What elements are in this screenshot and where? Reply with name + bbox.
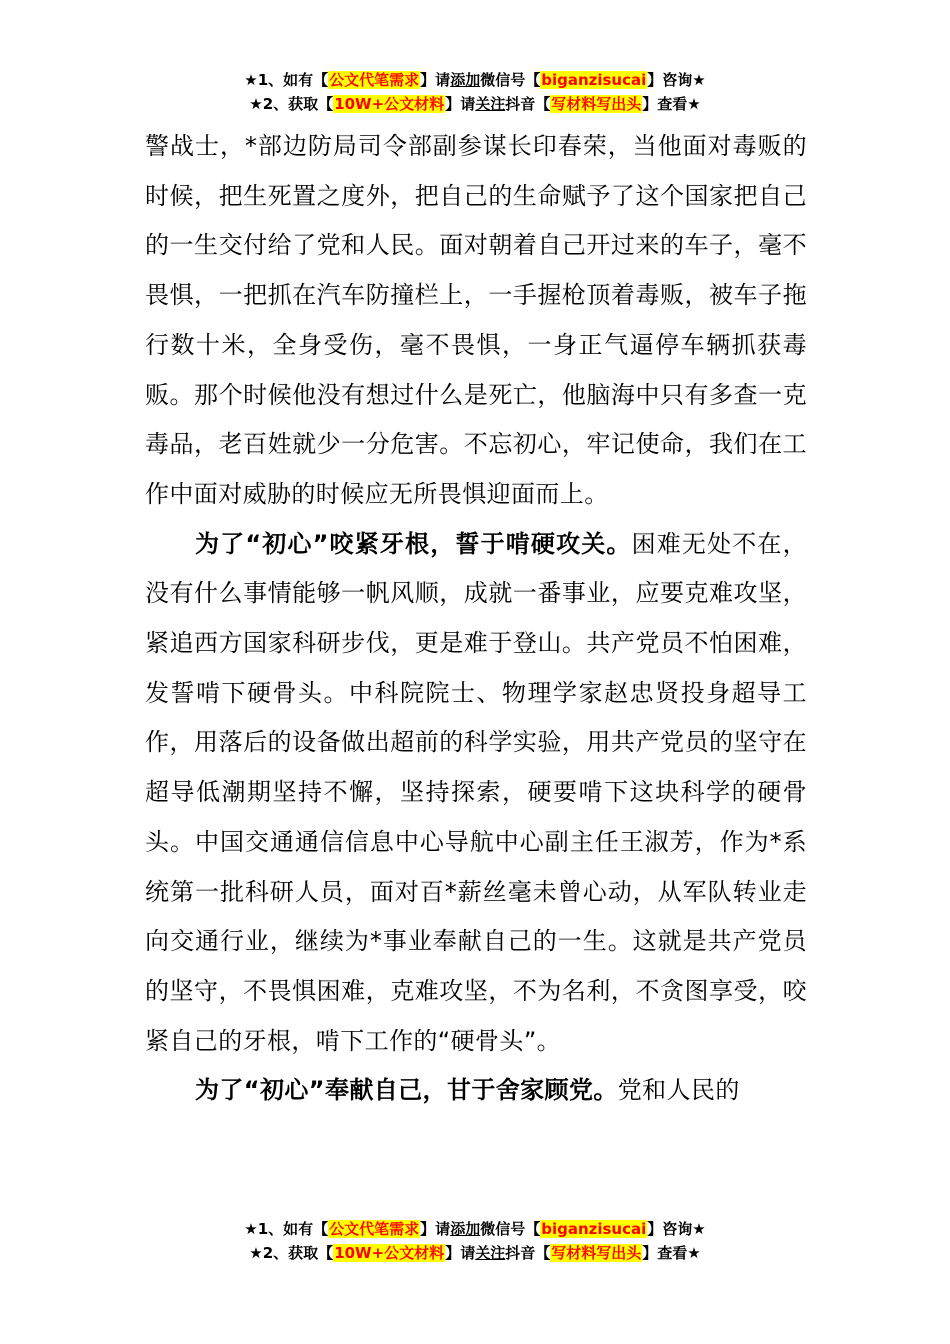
footer-banner-line-1 bbox=[0, 1217, 950, 1241]
footer-banner bbox=[0, 1217, 950, 1265]
banner-highlight-wechat-id: biganzisucai bbox=[541, 71, 647, 89]
header-banner-line-1 bbox=[0, 68, 950, 92]
banner-highlight-materials: 10W+公文材料 bbox=[334, 1244, 445, 1262]
header-banner-line-2 bbox=[0, 92, 950, 116]
banner-highlight-douyin-account: 写材料写出头 bbox=[551, 1244, 642, 1262]
banner-text: 】请 bbox=[420, 1220, 451, 1238]
banner-highlight-service: 公文代笔需求 bbox=[329, 71, 420, 89]
paragraph-heading: 为了“初心”咬紧牙根，誓于啃硬攻关。 bbox=[195, 529, 632, 558]
banner-text: 】请 bbox=[420, 71, 451, 89]
banner-text: 】查看★ bbox=[642, 1244, 701, 1262]
paragraph-text: 警战士，*部边防局司令部副参谋长印春荣，当他面对毒贩的时候，把生死置之度外，把自己的生命赋予了这个国家把自己的一生交付给了党和人民。面对朝着自己开过来的车子，毫不畏惧，一把抓在汽车防撞栏上，一手握枪顶着毒贩，被车子拖行数十米，全身受伤，毫不畏惧，一身正气逼停车辆抓获毒贩。那个时候他没有想过什么是死亡，他脑海中只有多查一克毒品，老百姓就少一分危害。不忘初心，牢记使命，我们在工作中面对威胁的时候应无所畏惧迎面而上。 bbox=[145, 132, 807, 508]
banner-text: ★2、获取【 bbox=[249, 95, 334, 113]
document-body bbox=[145, 122, 807, 1116]
paragraph-text: 困难无处不在，没有什么事情能够一帆风顺，成就一番事业，应要克难攻坚，紧追西方国家科研步伐，更是难于登山。共产党员不怕困难，发誓啃下硬骨头。中科院院士、物理学家赵忠贤投身超导工作，用落后的设备做出超前的科学实验，用共产党员的坚守在超导低潮期坚持不懈，坚持探索，硬要啃下这块科学的硬骨头。中国交通通信信息中心导航中心副主任王淑芳，作为*系统第一批科研人员，面对百*薪丝毫未曾心动，从军队转业走向交通行业，继续为*事业奉献自己的一生。这就是共产党员的坚守，不畏惧困难，克难攻坚，不为名利，不贪图享受，咬紧自己的牙根，啃下工作的“硬骨头”。 bbox=[145, 529, 807, 1055]
banner-underlined-text: 关注 bbox=[475, 95, 506, 113]
banner-text: 】请 bbox=[445, 95, 476, 113]
banner-text: 微信号【 bbox=[480, 1220, 541, 1238]
banner-text: 】查看★ bbox=[642, 95, 701, 113]
banner-highlight-wechat-id: biganzisucai bbox=[541, 1220, 647, 1238]
header-banner bbox=[0, 68, 950, 116]
banner-underlined-text: 关注 bbox=[475, 1244, 506, 1262]
footer-banner-line-2 bbox=[0, 1241, 950, 1265]
banner-text: ★1、如有【 bbox=[244, 1220, 329, 1238]
banner-text: 】咨询★ bbox=[647, 71, 706, 89]
banner-underlined-text: 添加 bbox=[450, 71, 481, 89]
banner-highlight-materials: 10W+公文材料 bbox=[334, 95, 445, 113]
banner-text: 抖音【 bbox=[505, 1244, 551, 1262]
paragraph bbox=[145, 1066, 807, 1116]
banner-text: ★2、获取【 bbox=[249, 1244, 334, 1262]
banner-highlight-douyin-account: 写材料写出头 bbox=[551, 95, 642, 113]
banner-text: 微信号【 bbox=[480, 71, 541, 89]
paragraph-heading: 为了“初心”奉献自己，甘于舍家顾党。 bbox=[195, 1076, 618, 1105]
banner-text: 】请 bbox=[445, 1244, 476, 1262]
banner-underlined-text: 添加 bbox=[450, 1220, 481, 1238]
paragraph-text: 党和人民的 bbox=[617, 1076, 740, 1105]
paragraph bbox=[145, 122, 807, 520]
banner-text: 抖音【 bbox=[505, 95, 551, 113]
paragraph bbox=[145, 520, 807, 1067]
banner-text: ★1、如有【 bbox=[244, 71, 329, 89]
banner-highlight-service: 公文代笔需求 bbox=[329, 1220, 420, 1238]
banner-text: 】咨询★ bbox=[647, 1220, 706, 1238]
